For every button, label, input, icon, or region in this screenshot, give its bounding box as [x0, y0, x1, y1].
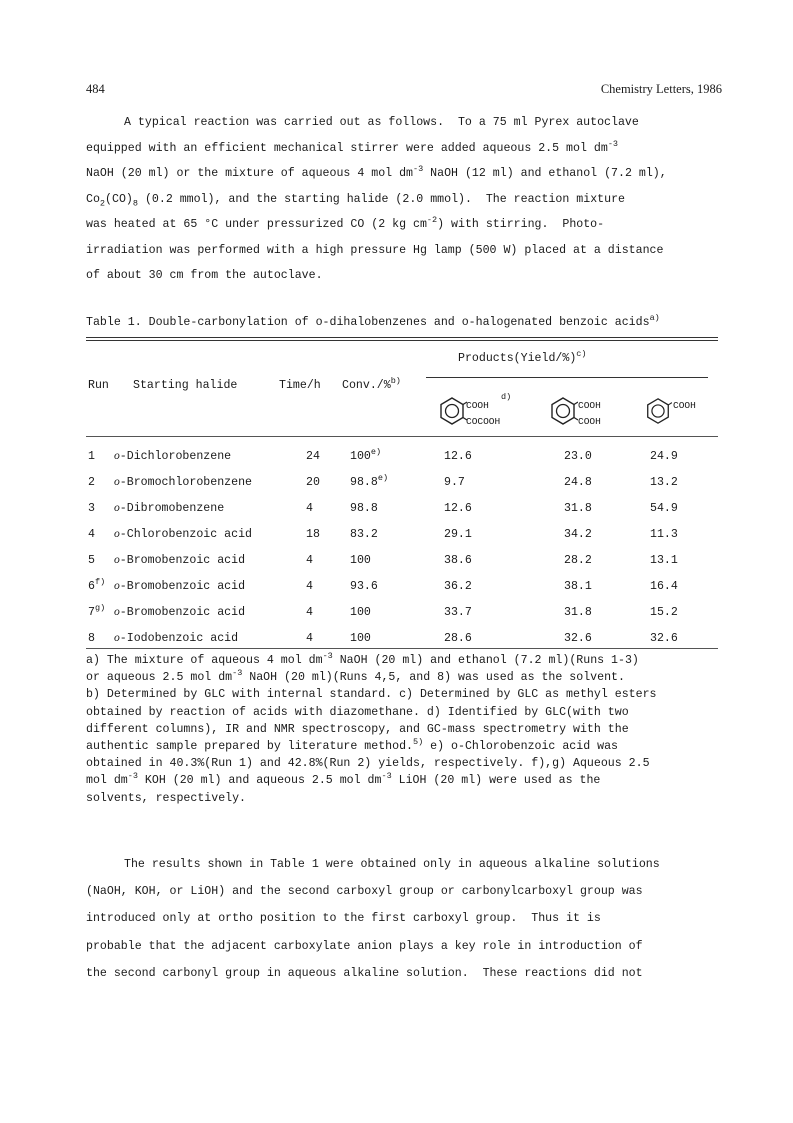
cell-yield-glyoxylic: 38.6 [444, 553, 472, 567]
cell-time: 4 [306, 631, 313, 645]
cell-starting-halide: o-Iodobenzoic acid [114, 631, 239, 645]
cell-yield-phthalic: 24.8 [564, 475, 592, 489]
cell-yield-phthalic: 34.2 [564, 527, 592, 541]
cell-run: 3 [88, 501, 95, 515]
results-line-1: The results shown in Table 1 were obtained only in aqueous alkaline solutions [124, 858, 660, 871]
cell-starting-halide: o-Dichlorobenzene [114, 449, 232, 463]
cell-yield-phthalic: 38.1 [564, 579, 592, 593]
footnote-line-2: or aqueous 2.5 mol $dm^{-3}$ NaOH (20 ml)(Runs 4,5, and 8) was used as the solvent. [86, 668, 625, 685]
intro-line-7: of about 30 cm from the autoclave. [86, 269, 323, 282]
cell-run: 5 [88, 553, 95, 567]
intro-line-4: $Co_2(CO)_8$ (0.2 mmol), and the starting halide (2.0 mmol). The reaction mixture [86, 192, 626, 208]
results-table [86, 443, 718, 651]
results-line-4: probable that the adjacent carboxylate anion plays a key role in introduction of [86, 939, 643, 953]
cell-yield-benzoic: 11.3 [650, 527, 678, 541]
table-row [86, 573, 718, 599]
cell-yield-phthalic: 32.6 [564, 631, 592, 645]
cell-starting-halide: o-Bromochlorobenzene [114, 475, 252, 489]
cell-conversion: 98.8$^{e)}$ [350, 472, 389, 489]
footnote-line-5: different columns), IR and NMR spectroscopy, and GC-mass spectrometry with the [86, 722, 629, 736]
header-time: Time/h [279, 379, 321, 392]
cell-run: 8 [88, 631, 95, 645]
cell-conversion: 100 [350, 631, 371, 645]
product-1-note: d) [501, 391, 512, 402]
cell-yield-benzoic: 24.9 [650, 449, 678, 463]
cell-yield-benzoic: 32.6 [650, 631, 678, 645]
cell-yield-benzoic: 13.1 [650, 553, 678, 567]
table-row [86, 495, 718, 521]
footnote-line-4: obtained by reaction of acids with diazomethane. d) Identified by GLC(with two [86, 705, 629, 719]
cell-conversion: 100$^{e)}$ [350, 446, 382, 463]
journal-title: Chemistry Letters, 1986 [600, 82, 722, 96]
cell-run: 1 [88, 449, 95, 463]
footnote-line-6: authentic sample prepared by literature method.$^{5)}$ e) o-Chlorobenzoic acid was [86, 737, 619, 753]
cell-yield-phthalic: 23.0 [564, 449, 592, 463]
intro-line-3: NaOH (20 ml) or the mixture of aqueous 4 mol $dm^{-3}$ NaOH (12 ml) and ethanol (7.2 ml), [86, 164, 667, 180]
table-row [86, 599, 718, 625]
results-line-3: introduced only at ortho position to the first carboxyl group. Thus it is [86, 912, 601, 926]
product-1-bottom: COCOOH [466, 416, 501, 427]
benzene-ring-icon [437, 396, 467, 426]
cell-starting-halide: o-Bromobenzoic acid [114, 605, 246, 619]
footnote-line-1: a) The mixture of aqueous 4 mol $dm^{-3}$ NaOH (20 ml) and ethanol (7.2 ml)(Runs 1-3) [86, 651, 639, 667]
intro-paragraph [86, 110, 726, 289]
intro-line-6: irradiation was performed with a high pressure Hg lamp (500 W) placed at a distance [86, 243, 664, 257]
footnotes [86, 652, 736, 807]
cell-starting-halide: o-Bromobenzoic acid [114, 579, 246, 593]
cell-time: 4 [306, 579, 313, 593]
cell-yield-benzoic: 13.2 [650, 475, 678, 489]
cell-run: 6$^{f)}$ [88, 576, 106, 593]
cell-conversion: 83.2 [350, 527, 378, 541]
cell-run: 7$^{g)}$ [88, 602, 106, 619]
products-rule [426, 377, 708, 378]
benzene-ring-icon [644, 397, 672, 425]
product-2-top: COOH [578, 400, 601, 411]
cell-conversion: 98.8 [350, 501, 378, 515]
cell-yield-glyoxylic: 33.7 [444, 605, 472, 619]
results-line-5: the second carbonyl group in aqueous alkaline solution. These reactions did not [86, 966, 643, 980]
benzene-ring-icon [548, 396, 578, 426]
products-header: Products(Yield/%)$^{c)}$ [458, 349, 587, 365]
results-line-2: (NaOH, KOH, or LiOH) and the second carboxyl group or carbonylcarboxyl group was [86, 885, 643, 899]
cell-yield-glyoxylic: 12.6 [444, 501, 472, 515]
results-paragraph [86, 851, 736, 987]
cell-time: 4 [306, 501, 313, 515]
page-number: 484 [86, 82, 105, 96]
footnote-line-9: solvents, respectively. [86, 791, 247, 805]
table-caption: Table 1. Double-carbonylation of o-dihalobenzenes and o-halogenated benzoic acids$^{a)}$ [86, 313, 660, 329]
cell-yield-benzoic: 16.4 [650, 579, 678, 593]
header-conversion: Conv./%$^{b)}$ [342, 376, 401, 392]
footnote-line-3: b) Determined by GLC with internal standard. c) Determined by GLC as methyl esters [86, 688, 657, 702]
cell-yield-glyoxylic: 12.6 [444, 449, 472, 463]
intro-line-5: was heated at 65 °C under pressurized CO (2 kg $cm^{-2}$) with stirring. Photo- [86, 215, 605, 231]
cell-time: 4 [306, 605, 313, 619]
cell-yield-benzoic: 54.9 [650, 501, 678, 515]
cell-conversion: 100 [350, 553, 371, 567]
cell-yield-phthalic: 31.8 [564, 605, 592, 619]
cell-yield-glyoxylic: 9.7 [444, 475, 465, 489]
table-top-rule [86, 337, 718, 338]
table-body [86, 443, 718, 651]
intro-line-2: equipped with an efficient mechanical stirrer were added aqueous 2.5 mol $dm^{-3}$ [86, 138, 619, 155]
header-run: Run [88, 379, 109, 392]
product-3-top: COOH [673, 400, 696, 411]
table-row [86, 521, 718, 547]
cell-yield-phthalic: 28.2 [564, 553, 592, 567]
cell-starting-halide: o-Bromobenzoic acid [114, 553, 246, 567]
table-row [86, 443, 718, 469]
cell-yield-glyoxylic: 28.6 [444, 631, 472, 645]
cell-run: 2 [88, 475, 95, 489]
cell-time: 24 [306, 449, 320, 463]
table-top-rule-2 [86, 340, 718, 341]
cell-run: 4 [88, 527, 95, 541]
cell-conversion: 100 [350, 605, 371, 619]
header-bottom-rule [86, 436, 718, 437]
cell-starting-halide: o-Dibromobenzene [114, 501, 225, 515]
cell-starting-halide: o-Chlorobenzoic acid [114, 527, 252, 541]
cell-time: 18 [306, 527, 320, 541]
cell-yield-glyoxylic: 36.2 [444, 579, 472, 593]
footnote-line-8: mol $dm^{-3}$ KOH (20 ml) and aqueous 2.5 mol $dm^{-3}$ LiOH (20 ml) were used as the [86, 771, 601, 788]
header-starting-halide: Starting halide [133, 379, 238, 392]
cell-yield-phthalic: 31.8 [564, 501, 592, 515]
product-1-top: COOH [466, 400, 489, 411]
table-bottom-rule [86, 648, 718, 649]
cell-conversion: 93.6 [350, 579, 378, 593]
cell-time: 4 [306, 553, 313, 567]
table-row [86, 469, 718, 495]
cell-time: 20 [306, 475, 320, 489]
table-row [86, 547, 718, 573]
cell-yield-glyoxylic: 29.1 [444, 527, 472, 541]
intro-line-1: A typical reaction was carried out as follows. To a 75 ml Pyrex autoclave [124, 116, 639, 129]
product-2-bottom: COOH [578, 416, 601, 427]
cell-yield-benzoic: 15.2 [650, 605, 678, 619]
footnote-line-7: obtained in 40.3%(Run 1) and 42.8%(Run 2) yields, respectively. f),g) Aqueous 2.5 [86, 757, 650, 771]
